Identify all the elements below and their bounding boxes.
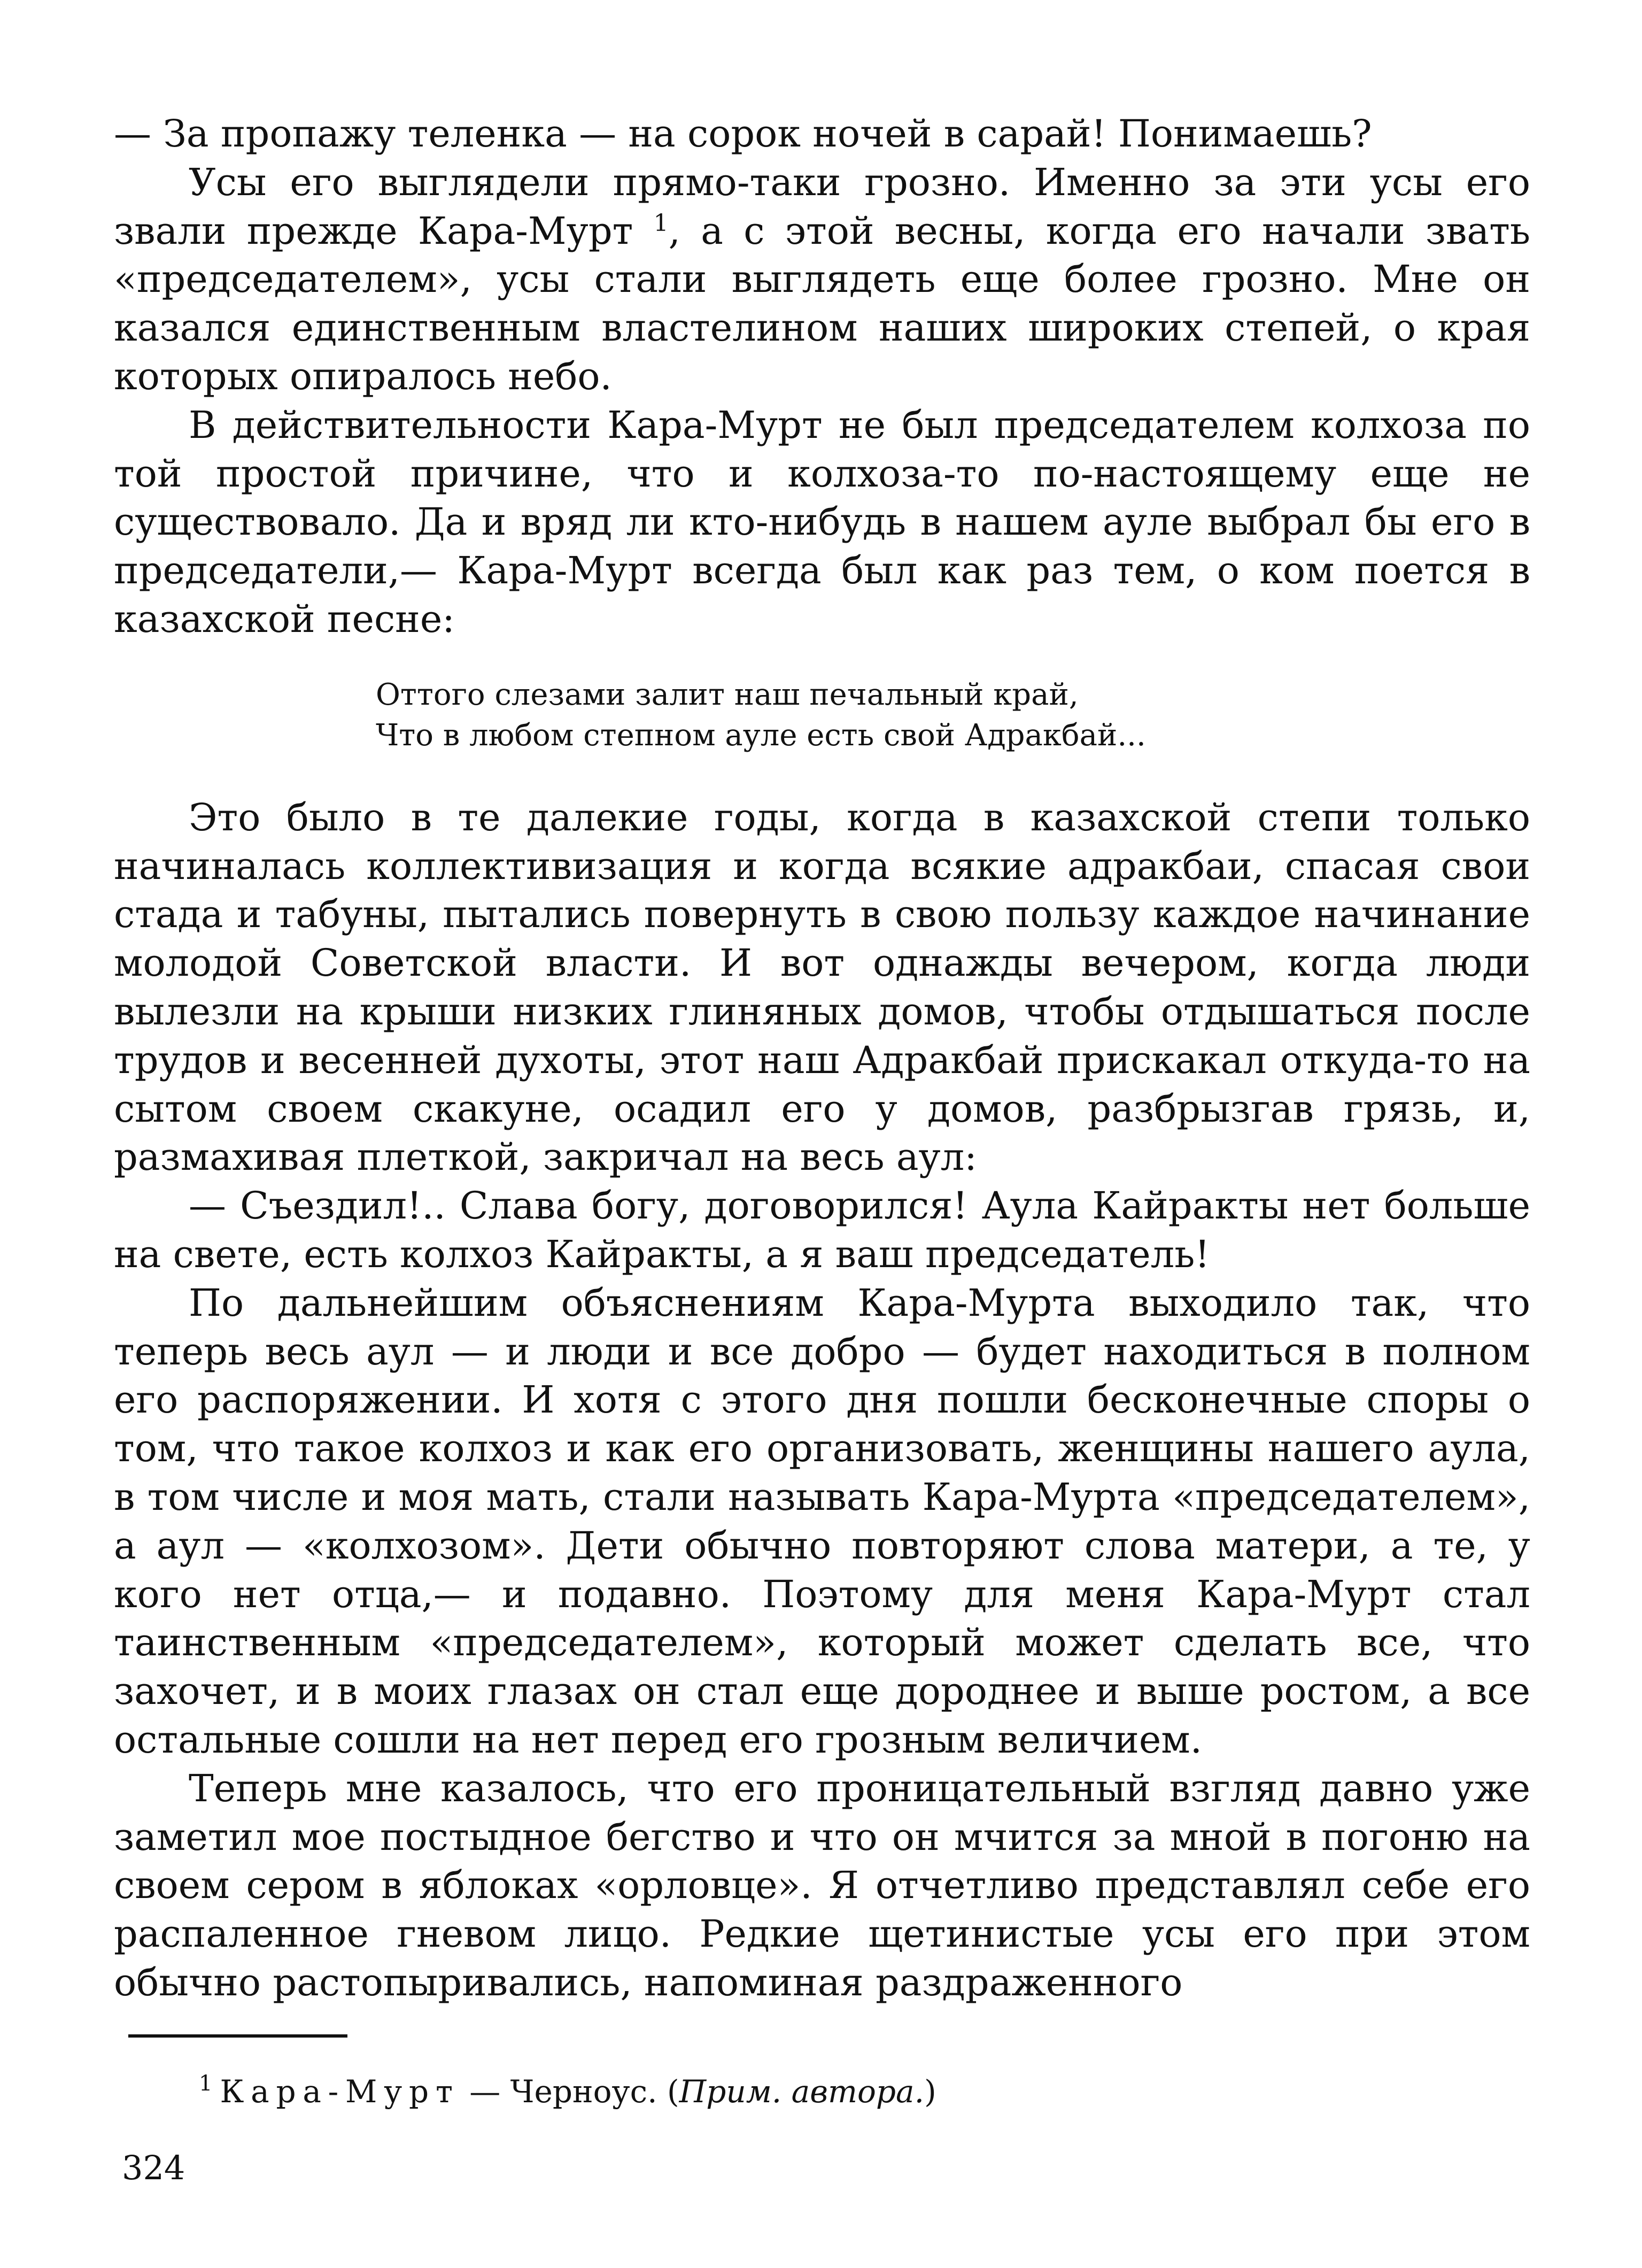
footnote-definition: — Черноус. ( [469,2073,679,2110]
paragraph-chairman: В действительности Кара-Мурт не был председателем колхоза по той простой причине, что и колхоза-то по-настоящему еще не существовало. Да и вряд ли кто-нибудь в нашем ауле выбрал бы его в председатели,— Кара-Мурт всегда был как раз тем, о ком поется в казахской песне: [114,403,1530,641]
paragraph-explanations: По дальнейшим объяснениям Кара-Мурта выходило так, что теперь весь аул — и люди и все добро — будет находиться в полном его распоряжении. И хотя с этого дня пошли бесконечные споры о том, что такое колхоз и как его организовать, женщины нашего аула, в том числе и моя мать, стали называть Кара-Мурта «председателем», а аул — «колхозом». Дети обычно повторяют слова матери, а те, у кого нет отца,— и подавно. Поэтому для меня Кара-Мурт стал таинственным «председателем», который может сделать все, что захочет, и в моих глазах он стал еще дороднее и выше ростом, а все остальные сошли на нет перед его грозным величием. [114,1280,1530,1762]
footnote-divider [128,2034,347,2038]
paragraph-opening-dialogue: — За пропажу теленка — на сорок ночей в сарай! Понимаешь? [114,112,1372,156]
footnote [199,2065,936,2110]
paragraph-mustache-start: Усы его выглядели прямо-таки грозно. Именно за эти усы его звали прежде Кара-Мурт [114,160,1530,253]
paragraph-mustache-end: , а с этой весны, когда его начали звать «председателем», усы стали выглядеть еще более грозно. Мне он казался единственным властелином наших широких степей, о края которых опиралось небо. [114,209,1530,398]
footnote-reference: 1 [653,209,669,237]
verse-line-1: Оттого слезами залит наш печальный край, [376,677,1079,712]
song-verse [376,675,1530,756]
footnote-note: Прим. автора. [679,2073,925,2110]
page-body [114,110,1530,2007]
paragraph-collectivization: Это было в те далекие годы, когда в казахской степи только начиналась коллективизация и когда всякие адракбаи, спасая свои стада и табуны, пытались повернуть в свою пользу каждое начинание молодой Советской власти. И вот однажды вечером, когда люди вылезли на крыши низких глиняных домов, чтобы отдышаться после трудов и весенней духоты, этот наш Адракбай прискакал откуда-то на сытом своем скакуне, осадил его у домов, разбрызгав грязь, и, размахивая плеткой, закричал на весь аул: [114,795,1530,1179]
paragraph-pursuit: Теперь мне казалось, что его проницательный взгляд давно уже заметил мое постыдное бегство и что он мчится за мной в погоню на своем сером в яблоках «орловце». Я отчетливо представлял себе его распаленное гневом лицо. Редкие щетинистые усы его при этом обычно растопыривались, напоминая раздраженного [114,1766,1530,2004]
page-number: 324 [122,2148,185,2187]
verse-line-2: Что в любом степном ауле есть свой Адракбай... [376,718,1146,753]
paragraph-mustache [114,158,1530,401]
paragraph-announcement: — Съездил!.. Слава богу, договорился! Аула Кайракты нет больше на свете, есть колхоз Кайракты, а я ваш председатель! [114,1184,1530,1276]
footnote-term: Кара-Мурт [220,2073,460,2110]
footnote-number: 1 [199,2071,213,2096]
footnote-close: ) [924,2073,936,2110]
